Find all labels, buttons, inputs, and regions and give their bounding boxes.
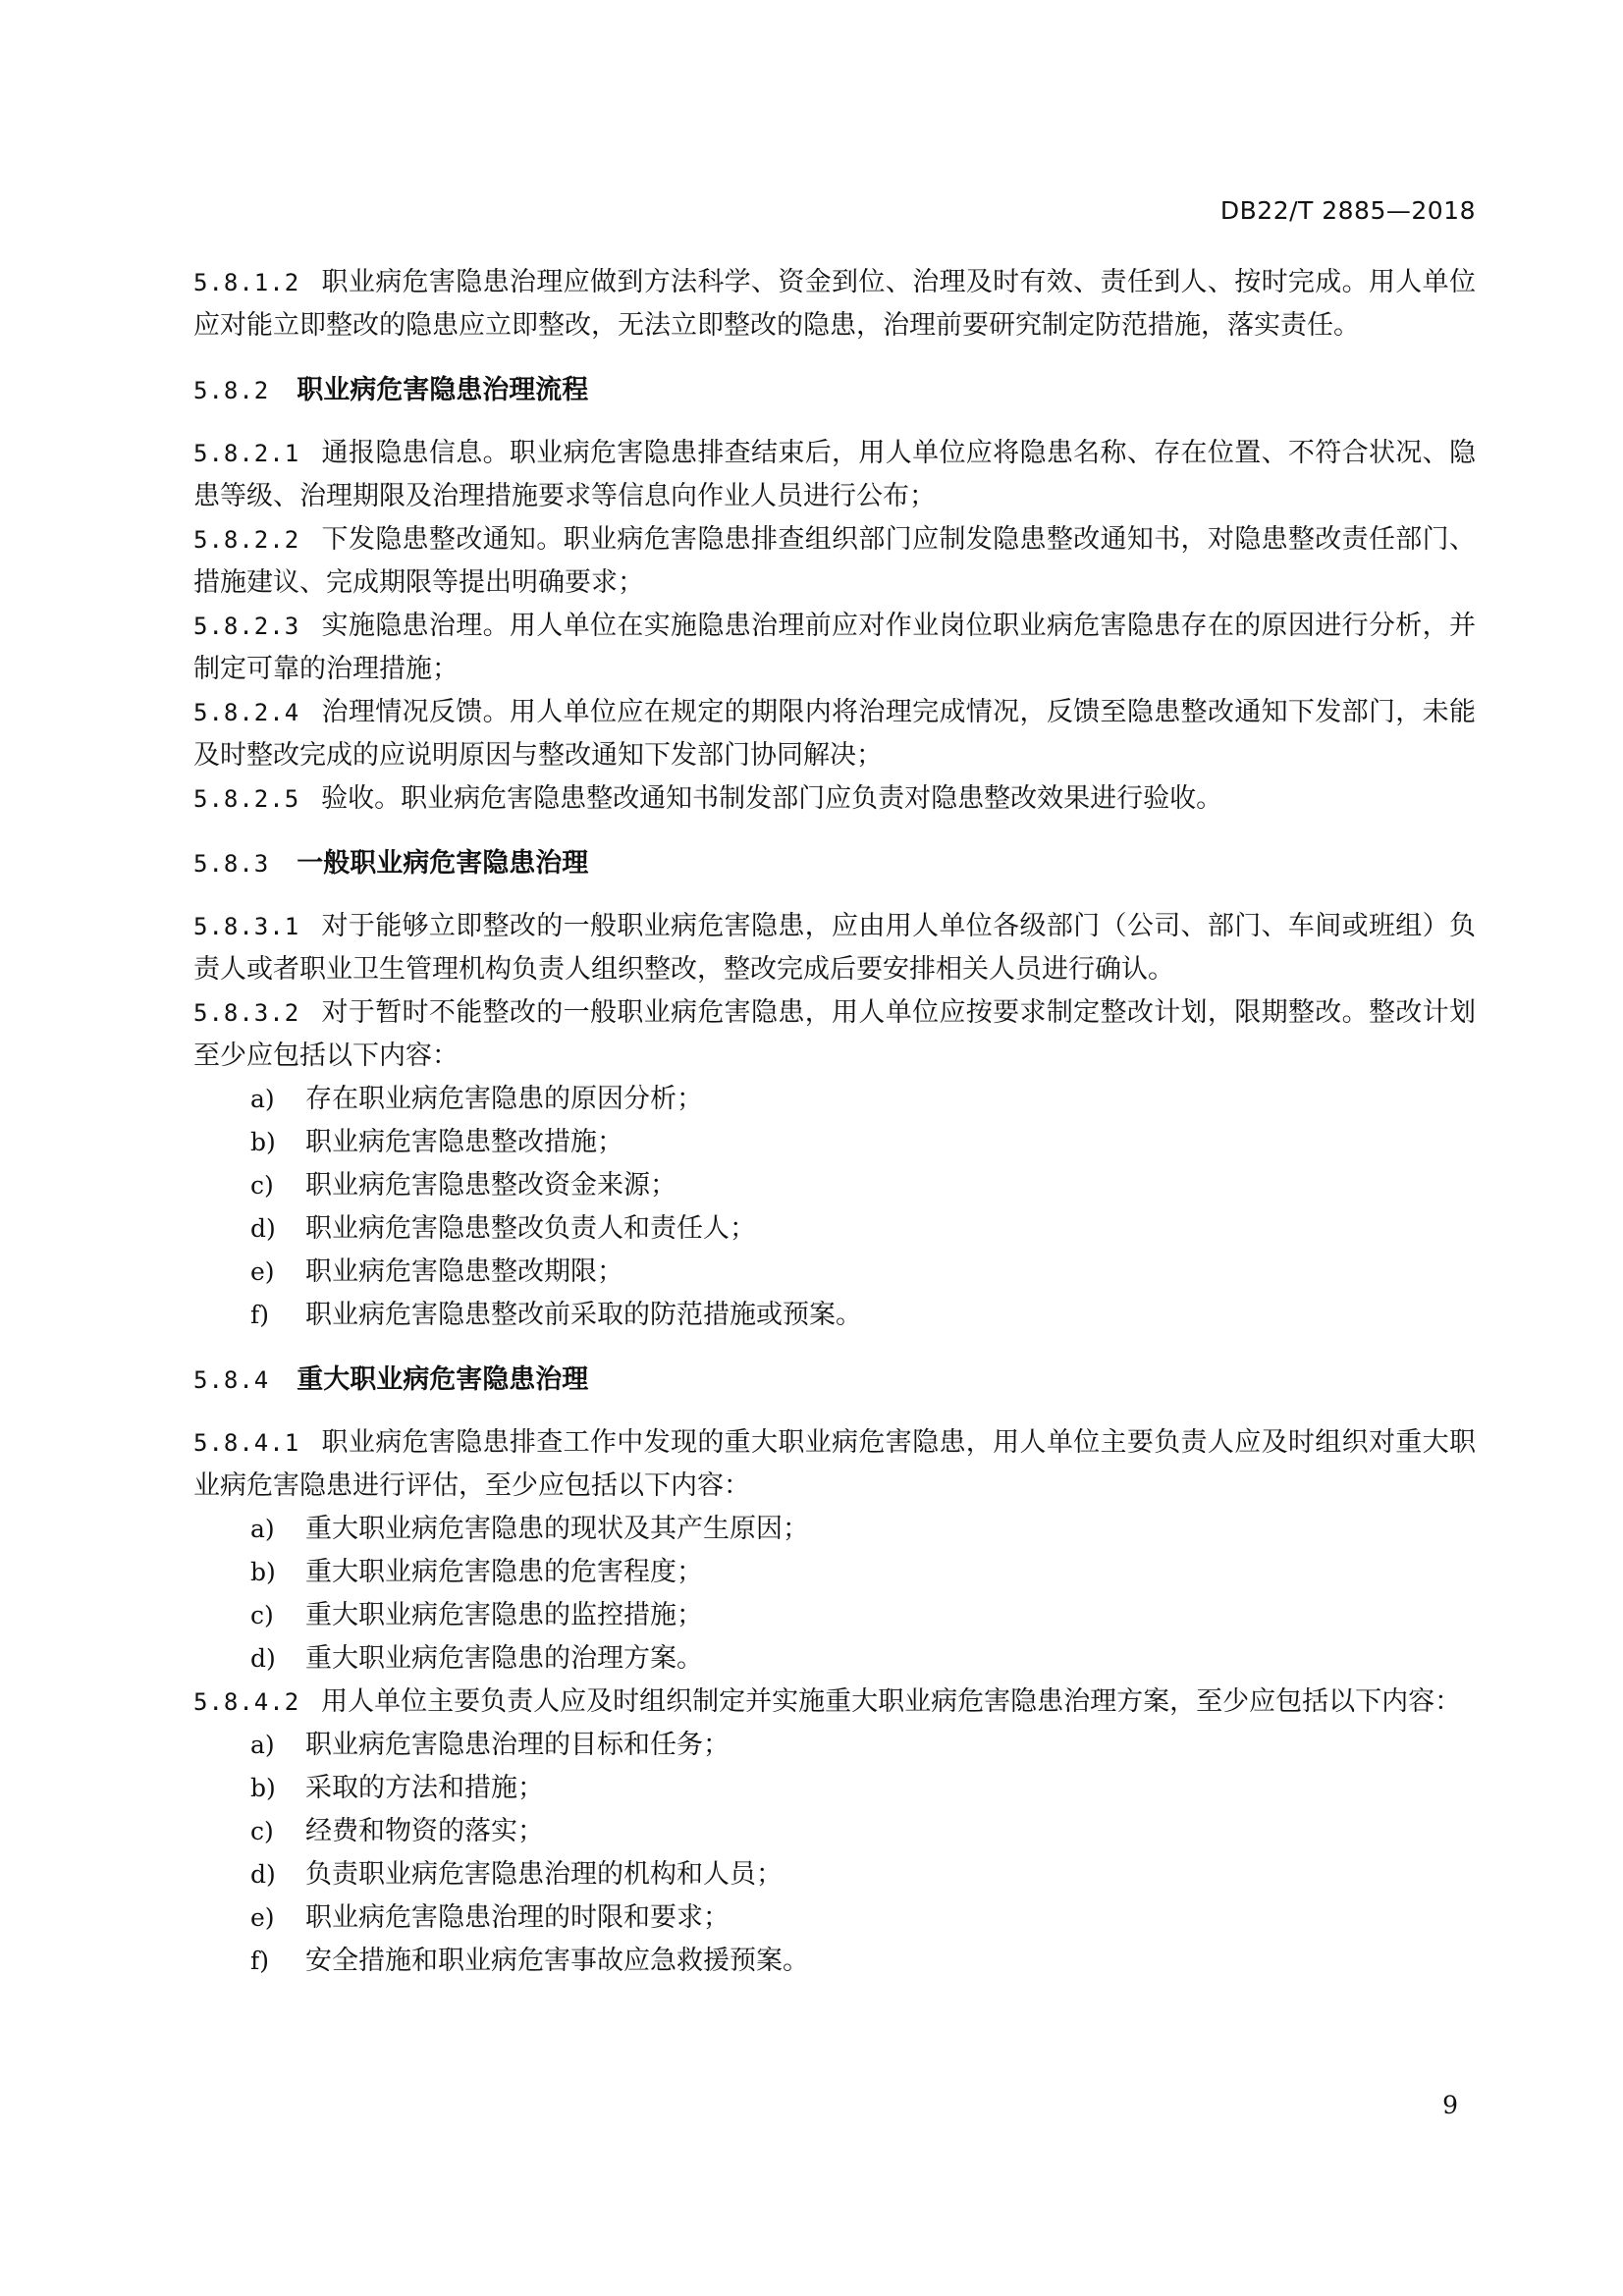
list-label: e) bbox=[250, 1257, 275, 1286]
clause-text: 治理情况反馈。用人单位应在规定的期限内将治理完成情况，反馈至隐患整改通知下发部门，未能及时整改完成的应说明原因与整改通知下发部门协同解决； bbox=[193, 697, 1476, 771]
clause-number: 5.8.1.2 bbox=[193, 269, 300, 296]
list-label: c) bbox=[250, 1601, 274, 1629]
list-item bbox=[193, 1121, 1476, 1164]
list-label: b) bbox=[250, 1558, 276, 1586]
clause-text: 对于能够立即整改的一般职业病危害隐患，应由用人单位各级部门（公司、部门、车间或班组）负责人或者职业卫生管理机构负责人组织整改，整改完成后要安排相关人员进行确认。 bbox=[193, 911, 1476, 985]
list-text: 职业病危害隐患整改前采取的防范措施或预案。 bbox=[305, 1300, 862, 1330]
clause-number: 5.8.3.1 bbox=[193, 913, 300, 940]
list-item bbox=[193, 1164, 1476, 1207]
list-item bbox=[193, 1853, 1476, 1896]
list-text: 职业病危害隐患整改负责人和责任人； bbox=[305, 1213, 756, 1244]
list-text: 重大职业病危害隐患的治理方案。 bbox=[305, 1643, 703, 1674]
clause-number: 5.8.2.4 bbox=[193, 699, 300, 726]
list-item bbox=[193, 1508, 1476, 1551]
clause-5-8-2-4 bbox=[193, 691, 1476, 777]
clause-5-8-2-3 bbox=[193, 605, 1476, 691]
list-label: d) bbox=[250, 1644, 276, 1673]
clause-number: 5.8.4.1 bbox=[193, 1429, 300, 1457]
clause-5-8-2-5 bbox=[193, 777, 1476, 821]
list-text: 职业病危害隐患整改措施； bbox=[305, 1127, 623, 1157]
list-item bbox=[193, 1294, 1476, 1337]
list-label: a) bbox=[250, 1515, 275, 1543]
list-text: 重大职业病危害隐患的危害程度； bbox=[305, 1557, 703, 1587]
clause-number: 5.8.2.5 bbox=[193, 785, 300, 813]
list-item bbox=[193, 1637, 1476, 1681]
clause-number: 5.8.2.2 bbox=[193, 526, 300, 554]
clause-5-8-4-1 bbox=[193, 1421, 1476, 1508]
document-code-header: DB22/T 2885—2018 bbox=[1219, 196, 1476, 225]
clause-5-8-1-2 bbox=[193, 261, 1476, 347]
clause-number: 5.8.2.1 bbox=[193, 440, 300, 467]
list-text: 负责职业病危害隐患治理的机构和人员； bbox=[305, 1859, 783, 1890]
list-label: b) bbox=[250, 1128, 276, 1156]
list-item bbox=[193, 1896, 1476, 1940]
list-item bbox=[193, 1940, 1476, 1983]
clause-5-8-4-2 bbox=[193, 1681, 1476, 1724]
section-number: 5.8.2 bbox=[193, 377, 270, 404]
clause-text: 职业病危害隐患治理应做到方法科学、资金到位、治理及时有效、责任到人、按时完成。用人单位应对能立即整改的隐患应立即整改，无法立即整改的隐患，治理前要研究制定防范措施，落实责任。 bbox=[193, 267, 1476, 341]
list-label: e) bbox=[250, 1903, 275, 1932]
list-label: c) bbox=[250, 1817, 274, 1845]
section-heading-5-8-3 bbox=[193, 842, 1476, 885]
list-text: 安全措施和职业病危害事故应急救援预案。 bbox=[305, 1946, 809, 1976]
clause-5-8-3-1 bbox=[193, 905, 1476, 991]
list-text: 职业病危害隐患整改期限； bbox=[305, 1256, 623, 1287]
list-text: 职业病危害隐患治理的时限和要求； bbox=[305, 1902, 730, 1933]
list-item bbox=[193, 1551, 1476, 1594]
section-title: 重大职业病危害隐患治理 bbox=[297, 1364, 589, 1395]
list-item bbox=[193, 1724, 1476, 1767]
clause-text: 职业病危害隐患排查工作中发现的重大职业病危害隐患，用人单位主要负责人应及时组织对重大职业病危害隐患进行评估，至少应包括以下内容： bbox=[193, 1427, 1476, 1501]
list-label: c) bbox=[250, 1171, 274, 1200]
clause-text: 实施隐患治理。用人单位在实施隐患治理前应对作业岗位职业病危害隐患存在的原因进行分析，并制定可靠的治理措施； bbox=[193, 611, 1476, 684]
list-text: 重大职业病危害隐患的现状及其产生原因； bbox=[305, 1514, 809, 1544]
list-item bbox=[193, 1594, 1476, 1637]
list-text: 采取的方法和措施； bbox=[305, 1773, 544, 1803]
list-item bbox=[193, 1078, 1476, 1121]
list-item bbox=[193, 1810, 1476, 1853]
list-text: 职业病危害隐患治理的目标和任务； bbox=[305, 1730, 730, 1760]
list-text: 经费和物资的落实； bbox=[305, 1816, 544, 1846]
clause-text: 验收。职业病危害隐患整改通知书制发部门应负责对隐患整改效果进行验收。 bbox=[321, 783, 1223, 814]
list-label: d) bbox=[250, 1214, 276, 1243]
document-body bbox=[193, 261, 1476, 1983]
list-label: f) bbox=[250, 1301, 270, 1329]
list-label: b) bbox=[250, 1774, 276, 1802]
list-label: f) bbox=[250, 1947, 270, 1975]
list-label: a) bbox=[250, 1085, 275, 1113]
clause-number: 5.8.2.3 bbox=[193, 613, 300, 640]
section-heading-5-8-4 bbox=[193, 1359, 1476, 1402]
list-text: 职业病危害隐患整改资金来源； bbox=[305, 1170, 676, 1201]
section-number: 5.8.3 bbox=[193, 850, 270, 878]
list-label: a) bbox=[250, 1731, 275, 1759]
clause-text: 通报隐患信息。职业病危害隐患排查结束后，用人单位应将隐患名称、存在位置、不符合状况、隐患等级、治理期限及治理措施要求等信息向作业人员进行公布； bbox=[193, 438, 1476, 511]
section-title: 职业病危害隐患治理流程 bbox=[297, 375, 589, 405]
clause-text: 用人单位主要负责人应及时组织制定并实施重大职业病危害隐患治理方案，至少应包括以下内容： bbox=[321, 1686, 1462, 1717]
section-title: 一般职业病危害隐患治理 bbox=[297, 848, 589, 879]
list-text: 重大职业病危害隐患的监控措施； bbox=[305, 1600, 703, 1630]
clause-number: 5.8.4.2 bbox=[193, 1688, 300, 1716]
clause-5-8-2-1 bbox=[193, 432, 1476, 518]
list-text: 存在职业病危害隐患的原因分析； bbox=[305, 1084, 703, 1114]
clause-5-8-3-2 bbox=[193, 991, 1476, 1078]
list-label: d) bbox=[250, 1860, 276, 1889]
clause-number: 5.8.3.2 bbox=[193, 999, 300, 1027]
clause-text: 对于暂时不能整改的一般职业病危害隐患，用人单位应按要求制定整改计划，限期整改。整改计划至少应包括以下内容： bbox=[193, 997, 1476, 1071]
list-item bbox=[193, 1251, 1476, 1294]
page-number: 9 bbox=[1442, 2091, 1458, 2119]
list-item bbox=[193, 1767, 1476, 1810]
clause-text: 下发隐患整改通知。职业病危害隐患排查组织部门应制发隐患整改通知书，对隐患整改责任部门、措施建议、完成期限等提出明确要求； bbox=[193, 524, 1476, 598]
section-heading-5-8-2 bbox=[193, 369, 1476, 412]
list-item bbox=[193, 1207, 1476, 1251]
section-number: 5.8.4 bbox=[193, 1366, 270, 1394]
clause-5-8-2-2 bbox=[193, 518, 1476, 605]
